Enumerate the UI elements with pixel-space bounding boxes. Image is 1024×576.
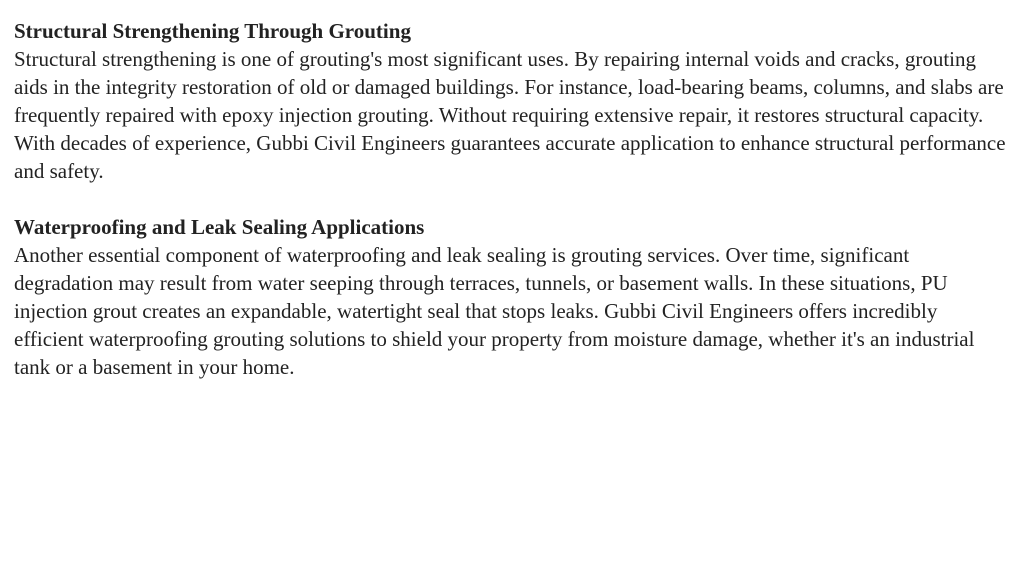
section-heading: Structural Strengthening Through Grouting: [14, 19, 411, 43]
document-page: [14, 17, 1012, 409]
section-paragraph: Structural strengthening is one of grouting's most significant uses. By repairing internal voids and cracks, grouting aids in the integrity restoration of old or damaged buildings. For instance, load-bearing beams, columns, and slabs are frequently repaired with epoxy injection grouting. Without requiring extensive repair, it restores structural capacity. With decades of experience, Gubbi Civil Engineers guarantees accurate application to enhance structural performance and safety.: [14, 47, 1006, 183]
section-heading: Waterproofing and Leak Sealing Applications: [14, 215, 425, 239]
section-waterproofing: [14, 213, 1012, 381]
section-structural-strengthening: [14, 17, 1012, 185]
section-paragraph: Another essential component of waterproofing and leak sealing is grouting services. Over time, significant degradation may result from water seeping through terraces, tunnels, or basement walls. In these situations, PU injection grout creates an expandable, watertight seal that stops leaks. Gubbi Civil Engineers offers incredibly efficient waterproofing grouting solutions to shield your property from moisture damage, whether it's an industrial tank or a basement in your home.: [14, 243, 975, 379]
